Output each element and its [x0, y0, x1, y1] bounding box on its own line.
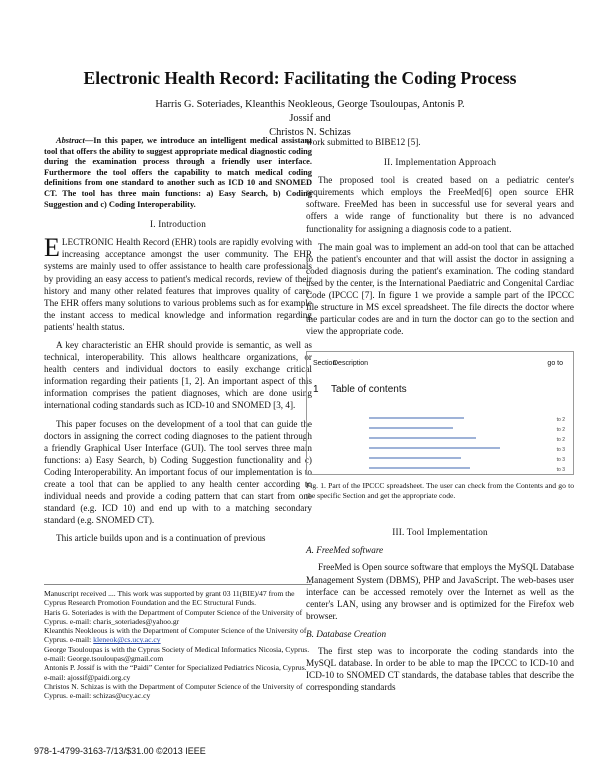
figure-caption: Fig. 1. Part of the IPCCC spreadsheet. The user can check from the Contents and go to the specific Section and get the appropriate code. — [306, 481, 574, 500]
abstract — [44, 136, 312, 210]
approach-paragraph-2: The main goal was to implement an add-on tool that can be attached to the patient's encounter and that will assist the doctor in assigning a coded diagnosis during the patient's examination. The coding standard used by the center, is the International Paediatric and Congenital Cardiac Code (IPCCC [7]. In figure 1 we provide a sample part of the IPCCC file structure in MS excel spreadsheet. The file directs the doctor where the particular codes are and in turn the doctor can go to the section and view the appropriate code. — [306, 241, 574, 337]
isbn-footer: 978-1-4799-3163-7/13/$31.00 ©2013 IEEE — [34, 746, 206, 756]
figure-row — [369, 424, 565, 432]
figure-row-goto: to 3 — [556, 457, 565, 464]
subsection-database-heading: B. Database Creation — [306, 628, 387, 639]
authors — [150, 98, 470, 140]
subsection-freemed-heading: A. FreeMed software — [306, 545, 384, 556]
intro-paragraph-3: This paper focuses on the development of a tool that can guide the doctors in assigning the correct coding diagnoses to the patient through a friendly Graphical User Interface (GUI). The tool serves three main functions: a) Easy Search, b) Coding Suggestion functionality and c) Coding Interoperability. An important focus of our implementation is to create a tool that can be applied to any health center according to individual needs and provide a coding pattern that can start from one standard (e.g. ICD 10) and end up with to a matching secondary standard (e.g. SNOMED CT). — [44, 418, 312, 526]
figure-col-goto: go to — [547, 360, 563, 368]
database-paragraph: The first step was to incorporate the coding standards into the MySQL database. In order to be able to map the IPCCC to ICD-10 and ICD-10 to SNOMED CT standards, the database tables that describe the corresponding standards — [306, 645, 574, 693]
intro-paragraph-2: A key characteristic an EHR should provide is semantic, as well as technical, interoperability. This allows healthcare organizations, or health centers and individual doctors to easily exchange critical information regarding their patients [1, 2]. An important aspect of this information comprises the patient diagnoses, which are done using international coding standards such as ICD-10 and SNOMED [3, 4]. — [44, 340, 312, 411]
drop-cap: E — [44, 233, 60, 263]
paper-title: Electronic Health Record: Facilitating the Coding Process — [83, 68, 517, 88]
figure-ipccc-spreadsheet — [306, 351, 574, 475]
figure-row-goto: to 2 — [556, 417, 565, 424]
figure-row-text-line — [369, 447, 500, 449]
freemed-paragraph: FreeMed is Open source software that employs the MySQL Database Management System (DBMS), PHP and JavaScript. The web-bases user interface can be accessed remotely over the Internet as well as the center's LAN, using any browser and is optimized for the Firefox web browser. — [306, 562, 574, 621]
footnote-author-5: Christos N. Schizas is with the Department of Computer Science of the University of Cyprus. e-mail: schizas@ucy.ac.cy — [44, 681, 303, 701]
intro-paragraph-1: ELECTRONIC Health Record (EHR) tools are rapidly evolving with increasing acceptance amongst the user community. The EHR systems are mainly used to offer assistance to health care professionals by providing an easy access to patient's medical records, review of their history and many other related features that improves quality of care. The EHR offers many solutions to various problems such as for example the instant access to medical knowledge and information regarding patients' health status. — [44, 233, 312, 332]
abstract-label: Abstract — [56, 136, 85, 145]
figure-row-goto: to 2 — [556, 437, 565, 444]
approach-paragraph-1: The proposed tool is created based on a pediatric center's requirements which employs the FreeMed[6] open source EHR software. FreeMed has been in successful use for several years and offers a wide range of functionality but there is no advanced functionality for assigning a diagnosis code to a patient. — [306, 175, 574, 234]
figure-row-text-line — [369, 437, 476, 439]
right-column — [306, 136, 574, 699]
figure-row-text-line — [369, 467, 470, 469]
figure-row — [369, 414, 565, 422]
authors-line-2: Christos N. Schizas — [269, 127, 351, 138]
footnote-author-2: Kleanthis Neokleous is with the Department of Computer Science of the University of Cyprus. e-mail: kleneok@cs.ucy.ac.cy — [44, 626, 307, 645]
figure-row — [369, 444, 565, 452]
abstract-text: —In this paper, we introduce an intelligent medical assistant tool that offers the ability to suggest appropriate medical diagnostic coding during the examination process through a friendly user interface. Furthermore the tool offers the capability to match medical coding definitions from one standard to another such as ICD 10 and SNOMED CT. The tool has three main functions: a) Easy Search, b) Coding Suggestion and c) Coding Interoperability. — [44, 136, 312, 209]
figure-row-goto: to 3 — [556, 447, 565, 454]
section-tool-implementation-heading: III. Tool Implementation — [392, 527, 488, 538]
footnote-manuscript: Manuscript received .... This work was supported by grant 03 11(BIE)/47 from the Cyprus Research Promotion Foundation and the EC Structural Funds. — [44, 589, 295, 608]
footnote-author-3: George Tsouloupas is with the Cyprus Society of Medical Informatics Nicosia, Cyprus. e-mail: George.tsouloupas@gmail.com — [44, 644, 310, 664]
footnotes — [44, 584, 312, 701]
footnote-author-1: Haris G. Soteriades is with the Department of Computer Science of the University of Cyprus. e-mail: charis_soteriades@yahoo.gr — [44, 607, 303, 626]
figure-table-of-contents: Table of contents — [331, 384, 407, 396]
email-link[interactable]: kleneok@cs.ucy.ac.cy — [93, 635, 161, 645]
intro-paragraph-4: This article builds upon and is a continuation of previous — [56, 533, 266, 544]
figure-row — [369, 454, 565, 462]
figure-row-goto: to 2 — [556, 427, 565, 434]
figure-col-section: Section — [313, 360, 337, 368]
figure-col-description: Description — [333, 360, 369, 368]
continuation-text: work submitted to BIBE12 [5]. — [306, 137, 421, 147]
left-column — [44, 136, 312, 551]
section-introduction-heading: I. Introduction — [149, 219, 207, 230]
authors-line-1: Harris G. Soteriades, Kleanthis Neokleous, George Tsouloupas, Antonis P. Jossif and — [155, 99, 465, 124]
figure-row-text-line — [369, 417, 464, 419]
figure-header-row — [313, 358, 567, 368]
section-implementation-approach-heading: II. Implementation Approach — [383, 157, 497, 168]
figure-row-text-line — [369, 457, 461, 459]
figure-rows — [369, 414, 565, 474]
figure-row-number: 1 — [313, 384, 319, 396]
figure-row — [369, 464, 565, 472]
footnote-author-4: Antonis P. Jossif is with the “Paidi” Center for Specialized Pediatrics Nicosia, Cyprus. e-mail: ajossif@paidi.org.cy — [44, 663, 307, 682]
figure-row — [369, 434, 565, 442]
figure-row-goto: to 3 — [556, 467, 565, 474]
figure-row-text-line — [369, 427, 453, 429]
